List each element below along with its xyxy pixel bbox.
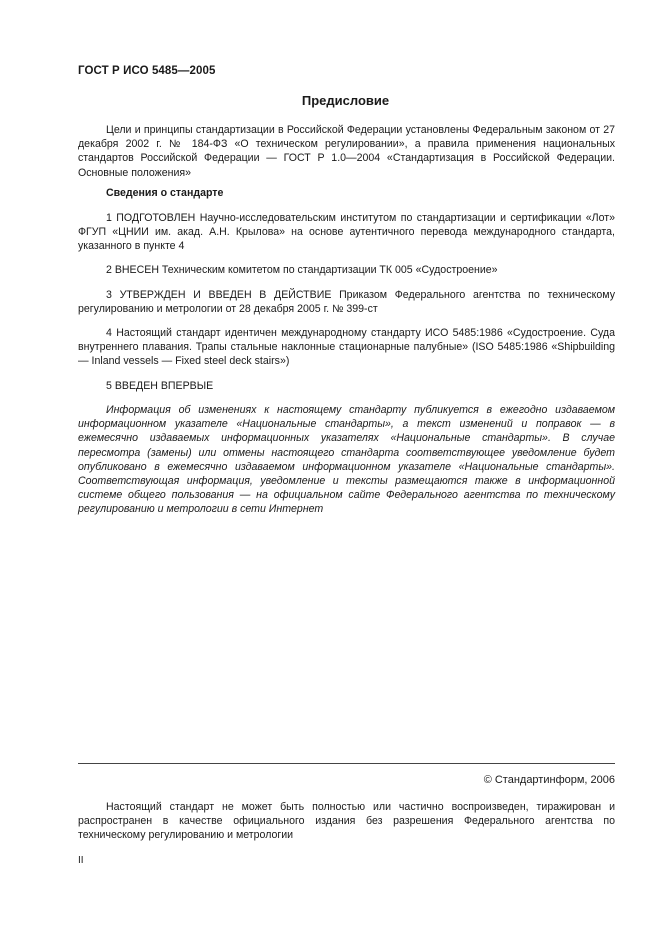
item-1-paragraph: 1 ПОДГОТОВЛЕН Научно-исследовательским институтом по стандартизации и сертификации «Лот» ФГУП «ЦНИИ им. акад. А.Н. Крылова» на основе аутентичного перевода международного стандарта, указанного в пункте 4 bbox=[78, 212, 615, 253]
item-4-paragraph: 4 Настоящий стандарт идентичен международному стандарту ИСО 5485:1986 «Судостроение. Суда внутреннего плавания. Трапы стальные наклонные стационарные палубные» (ISO 5485:1986 «Shipbuilding — Inland vessels — Fixed steel deck stairs») bbox=[78, 327, 615, 368]
reproduction-notice: Настоящий стандарт не может быть полностью или частично воспроизведен, тиражирован и распространен в качестве официального издания без разрешения Федерального агентства по техническому регулированию и метрологии bbox=[78, 801, 615, 842]
section-heading: Сведения о стандарте bbox=[106, 187, 224, 199]
item-3-paragraph: 3 УТВЕРЖДЕН И ВВЕДЕН В ДЕЙСТВИЕ Приказом Федерального агентства по техническому регулированию и метрологии от 28 декабря 2005 г. № 399-ст bbox=[78, 289, 615, 316]
copyright-line: © Стандартинформ, 2006 bbox=[483, 774, 615, 786]
page-number: II bbox=[78, 855, 84, 866]
page-title: Предисловие bbox=[301, 93, 390, 108]
intro-paragraph: Цели и принципы стандартизации в Российской Федерации установлены Федеральным законом от 27 декабря 2002 г. № 184-ФЗ «О техническом регулировании», а правила применения национальных стандартов Российской Федерации — ГОСТ Р 1.0—2004 «Стандартизация в Российской Федерации. Основные положения» bbox=[78, 124, 615, 179]
item-5-paragraph: 5 ВВЕДЕН ВПЕРВЫЕ bbox=[106, 380, 214, 392]
info-paragraph: Информация об изменениях к настоящему стандарту публикуется в ежегодно издаваемом информационном указателе «Национальные стандарты», а текст изменений и поправок — в ежемесячно издаваемых информационных указателях «Национальные стандарты». В случае пересмотра (замены) или отмены настоящего стандарта соответствующее уведомление будет опубликовано в ежемесячно издаваемом информационном указателе «Национальные стандарты». Соответствующая информация, уведомление и тексты размещаются также в информационной системе общего пользования — на официальном сайте Федерального агентства по техническому регулированию и метрологии в сети Интернет bbox=[78, 404, 615, 516]
document-code: ГОСТ Р ИСО 5485—2005 bbox=[78, 65, 216, 77]
item-2-paragraph: 2 ВНЕСЕН Техническим комитетом по стандартизации ТК 005 «Судостроение» bbox=[106, 264, 498, 276]
footer-divider bbox=[78, 763, 615, 764]
